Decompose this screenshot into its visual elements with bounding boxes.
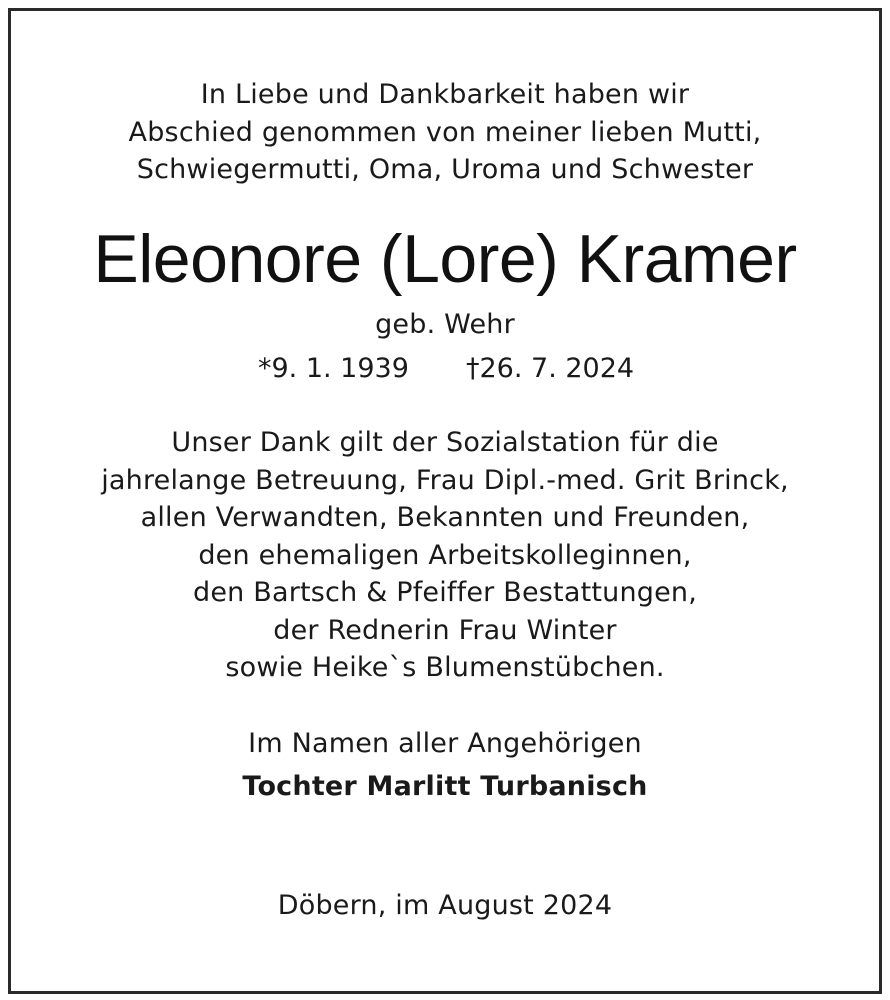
thanks-line-7: sowie Heike`s Blumenstübchen. (225, 652, 665, 683)
thanks-line-1: Unser Dank gilt der Sozialstation für die (171, 427, 719, 458)
thanks-line-2: jahrelange Betreuung, Frau Dipl.-med. Grit Brinck, (101, 465, 789, 496)
intro-line-2: Abschied genommen von meiner lieben Mutti, (128, 117, 762, 148)
on-behalf-line: Im Namen aller Angehörigen (248, 728, 642, 759)
deceased-name: Eleonore (Lore) Kramer (93, 221, 797, 297)
thanks-line-4: den ehemaligen Arbeitskolleginnen, (198, 540, 692, 571)
thanks-line-5: den Bartsch & Pfeiffer Bestattungen, (192, 577, 698, 608)
birth-date: *9. 1. 1939 (258, 353, 409, 384)
signer-name: Tochter Marlitt Turbanisch (242, 771, 648, 802)
thanks-line-3: allen Verwandten, Bekannten und Freunden, (140, 502, 750, 533)
birth-name: geb. Wehr (375, 309, 515, 340)
intro-line-1: In Liebe und Dankbarkeit haben wir (200, 79, 690, 110)
thanks-line-6: der Rednerin Frau Winter (273, 615, 617, 646)
life-dates (0, 352, 890, 386)
death-date: †26. 7. 2024 (466, 353, 635, 384)
intro-line-3: Schwiegermutti, Oma, Uroma und Schwester (136, 154, 754, 185)
place-date: Döbern, im August 2024 (277, 890, 613, 921)
